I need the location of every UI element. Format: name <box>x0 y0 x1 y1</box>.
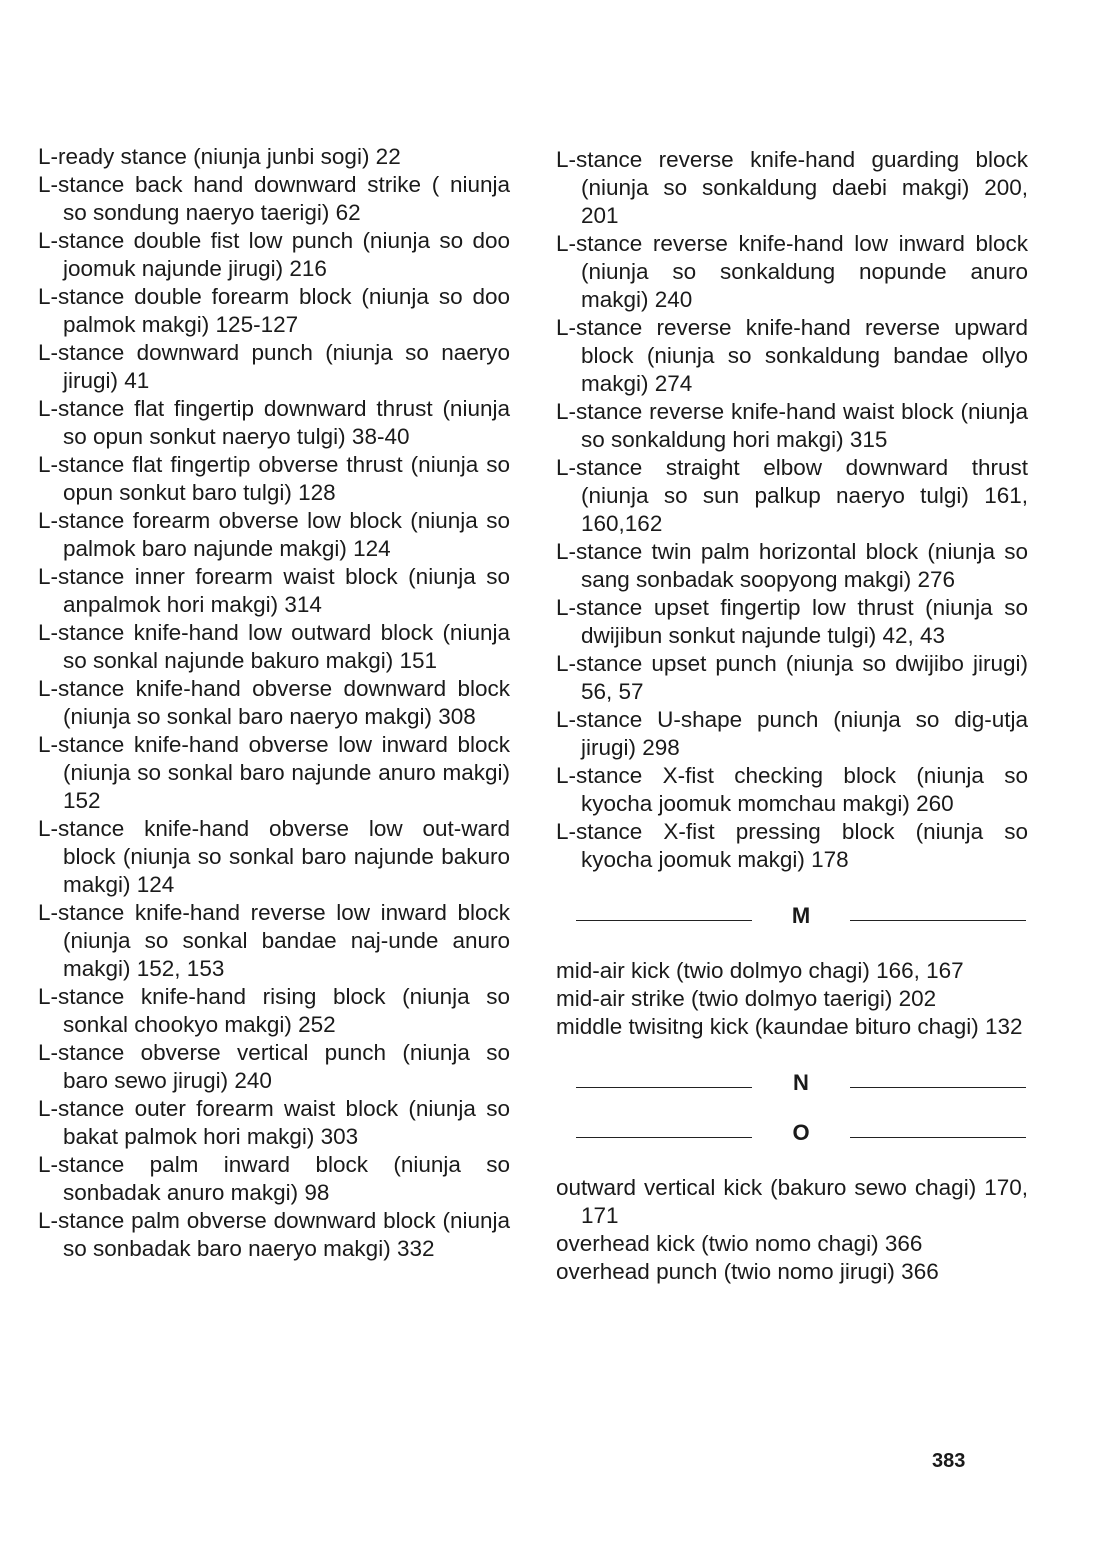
index-entry: L-ready stance (niunja junbi sogi) 22 <box>38 144 401 169</box>
index-entry: L-stance X-fist pressing block (niunja so kyocha joomuk makgi) 178 <box>556 819 1028 872</box>
index-entry: L-stance knife-hand obverse low out-ward block (niunja so sonkal baro najunde bakuro makgi) 124 <box>38 816 510 897</box>
section-spacer <box>556 1147 1028 1174</box>
index-entry: L-stance upset punch (niunja so dwijibo jirugi) 56, 57 <box>556 651 1028 704</box>
page-number: 383 <box>932 1450 966 1472</box>
index-entry: L-stance reverse knife-hand waist block (niunja so sonkaldung hori makgi) 315 <box>556 399 1028 452</box>
index-entry: L-stance back hand downward strike ( niunja so sondung naeryo taerigi) 62 <box>38 172 510 225</box>
section-heading-n <box>556 1069 1028 1097</box>
index-entry: mid-air strike (twio dolmyo taerigi) 202 <box>556 986 937 1011</box>
index-entry: L-stance reverse knife-hand reverse upward block (niunja so sonkaldung bandae ollyo makgi) 274 <box>556 315 1028 396</box>
index-entry: L-stance knife-hand rising block (niunja so sonkal chookyo makgi) 252 <box>38 984 510 1037</box>
index-entry: L-stance downward punch (niunja so naeryo jirugi) 41 <box>38 340 510 393</box>
index-entry: L-stance flat fingertip downward thrust (niunja so opun sonkut naeryo tulgi) 38-40 <box>38 396 510 449</box>
index-entry: L-stance palm obverse downward block (niunja so sonbadak baro naeryo makgi) 332 <box>38 1208 510 1261</box>
index-entry: L-stance reverse knife-hand low inward block (niunja so sonkaldung nopunde anuro makgi) 240 <box>556 231 1028 312</box>
index-entry: L-stance knife-hand obverse downward block (niunja so sonkal baro naeryo makgi) 308 <box>38 676 510 729</box>
section-spacer <box>556 1097 1028 1119</box>
index-entry: L-stance inner forearm waist block (niunja so anpalmok hori makgi) 314 <box>38 564 510 617</box>
index-column-right <box>556 146 1028 1286</box>
heading-rule-left <box>576 1087 752 1088</box>
index-entry: L-stance double forearm block (niunja so doo palmok makgi) 125-127 <box>38 284 510 337</box>
section-spacer <box>556 1041 1028 1069</box>
index-entry: L-stance outer forearm waist block (niunja so bakat palmok hori makgi) 303 <box>38 1096 510 1149</box>
index-entry: L-stance knife-hand obverse low inward block (niunja so sonkal baro najunde anuro makgi) 152 <box>38 732 510 813</box>
heading-rule-left <box>576 920 752 921</box>
index-entry: overhead punch (twio nomo jirugi) 366 <box>556 1259 939 1284</box>
index-entry: L-stance reverse knife-hand guarding block (niunja so sonkaldung daebi makgi) 200, 201 <box>556 147 1028 228</box>
section-spacer <box>556 930 1028 957</box>
heading-rule-right <box>850 1087 1026 1088</box>
section-heading-o <box>556 1119 1028 1147</box>
index-entry: L-stance straight elbow downward thrust (niunja so sun palkup naeryo tulgi) 161, 160,162 <box>556 455 1028 536</box>
heading-rule-right <box>850 920 1026 921</box>
index-entry: L-stance upset fingertip low thrust (niunja so dwijibun sonkut najunde tulgi) 42, 43 <box>556 595 1028 648</box>
index-entry: L-stance obverse vertical punch (niunja so baro sewo jirugi) 240 <box>38 1040 510 1093</box>
heading-letter: N <box>793 1070 809 1095</box>
section-spacer <box>556 874 1028 902</box>
index-entry: L-stance forearm obverse low block (niunja so palmok baro najunde makgi) 124 <box>38 508 510 561</box>
heading-letter: M <box>791 903 811 928</box>
index-entry: L-stance knife-hand low outward block (niunja so sonkal najunde bakuro makgi) 151 <box>38 620 510 673</box>
index-entry: L-stance U-shape punch (niunja so dig-utja jirugi) 298 <box>556 707 1028 760</box>
index-entry: L-stance double fist low punch (niunja so doo joomuk najunde jirugi) 216 <box>38 228 510 281</box>
heading-letter: O <box>792 1120 810 1145</box>
section-heading-m <box>556 902 1028 930</box>
index-entry: mid-air kick (twio dolmyo chagi) 166, 167 <box>556 958 964 983</box>
index-entry: L-stance palm inward block (niunja so sonbadak anuro makgi) 98 <box>38 1152 510 1205</box>
heading-rule-right <box>850 1137 1026 1138</box>
index-entry: overhead kick (twio nomo chagi) 366 <box>556 1231 923 1256</box>
heading-rule-left <box>576 1137 752 1138</box>
index-entry: outward vertical kick (bakuro sewo chagi) 170, 171 <box>556 1175 1028 1228</box>
index-entry: L-stance knife-hand reverse low inward block (niunja so sonkal bandae naj-unde anuro makgi) 152, 153 <box>38 900 510 981</box>
index-entry: L-stance twin palm horizontal block (niunja so sang sonbadak soopyong makgi) 276 <box>556 539 1028 592</box>
index-entry: middle twisitng kick (kaundae bituro chagi) 132 <box>556 1014 1023 1039</box>
index-column-left <box>38 143 510 1263</box>
index-entry: L-stance X-fist checking block (niunja so kyocha joomuk momchau makgi) 260 <box>556 763 1028 816</box>
index-entry: L-stance flat fingertip obverse thrust (niunja so opun sonkut baro tulgi) 128 <box>38 452 510 505</box>
